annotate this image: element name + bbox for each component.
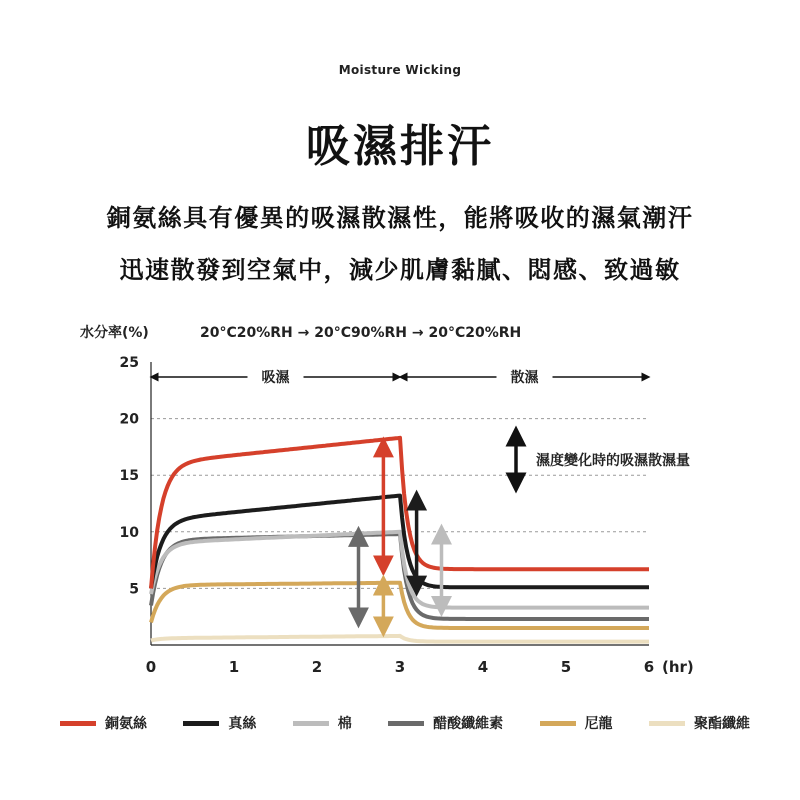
legend-swatch [540, 721, 576, 726]
y-tick-label: 25 [119, 355, 139, 371]
legend-swatch [388, 721, 424, 726]
x-unit-label: (hr) [662, 658, 694, 676]
legend-item [388, 713, 503, 733]
legend-label: 銅氨絲 [105, 716, 147, 732]
annotation-label: 濕度變化時的吸濕散濕量 [536, 453, 690, 469]
phase-label: 吸濕 [261, 370, 290, 386]
legend-swatch [293, 721, 329, 726]
description-line-1: 銅氨絲具有優異的吸濕散濕性，能將吸收的濕氣潮汗 [106, 204, 694, 232]
page-title: 吸濕排汗 [306, 121, 494, 172]
chart-legend [60, 713, 750, 733]
legend-swatch [60, 721, 96, 726]
series-line-尼龍 [151, 583, 649, 628]
condition-label: 20°C20%RH → 20°C90%RH → 20°C20%RH [200, 325, 522, 341]
phase-label: 散濕 [510, 370, 539, 386]
x-tick-label: 4 [477, 658, 489, 676]
legend-item [183, 713, 256, 733]
x-tick-label: 0 [145, 658, 157, 676]
legend-swatch [183, 721, 219, 726]
legend-label: 醋酸纖維素 [433, 716, 504, 732]
x-tick-label: 1 [228, 658, 240, 676]
x-tick-label: 6 [643, 658, 655, 676]
y-tick-label: 20 [119, 411, 139, 428]
legend-label: 聚酯纖維 [693, 716, 750, 732]
legend-label: 真絲 [228, 716, 257, 732]
series-line-聚酯纖維 [151, 636, 649, 642]
x-tick-label: 3 [394, 658, 406, 676]
legend-swatch [649, 721, 685, 726]
x-tick-label: 2 [311, 658, 323, 676]
legend-label: 棉 [337, 716, 352, 732]
y-tick-label: 5 [129, 581, 139, 598]
y-axis-label: 水分率(%) [80, 325, 149, 341]
y-tick-label: 10 [119, 524, 139, 541]
y-tick-label: 15 [119, 468, 139, 485]
legend-item [60, 713, 147, 733]
chart-subtitle: Moisture Wicking [338, 63, 462, 77]
description-line-2: 迅速散發到空氣中，減少肌膚黏膩、悶感、致過敏 [119, 256, 681, 284]
legend-label: 尼龍 [584, 716, 613, 732]
x-tick-label: 5 [560, 658, 572, 676]
legend-item [540, 713, 613, 733]
legend-item [293, 713, 352, 733]
legend-item [649, 713, 750, 733]
